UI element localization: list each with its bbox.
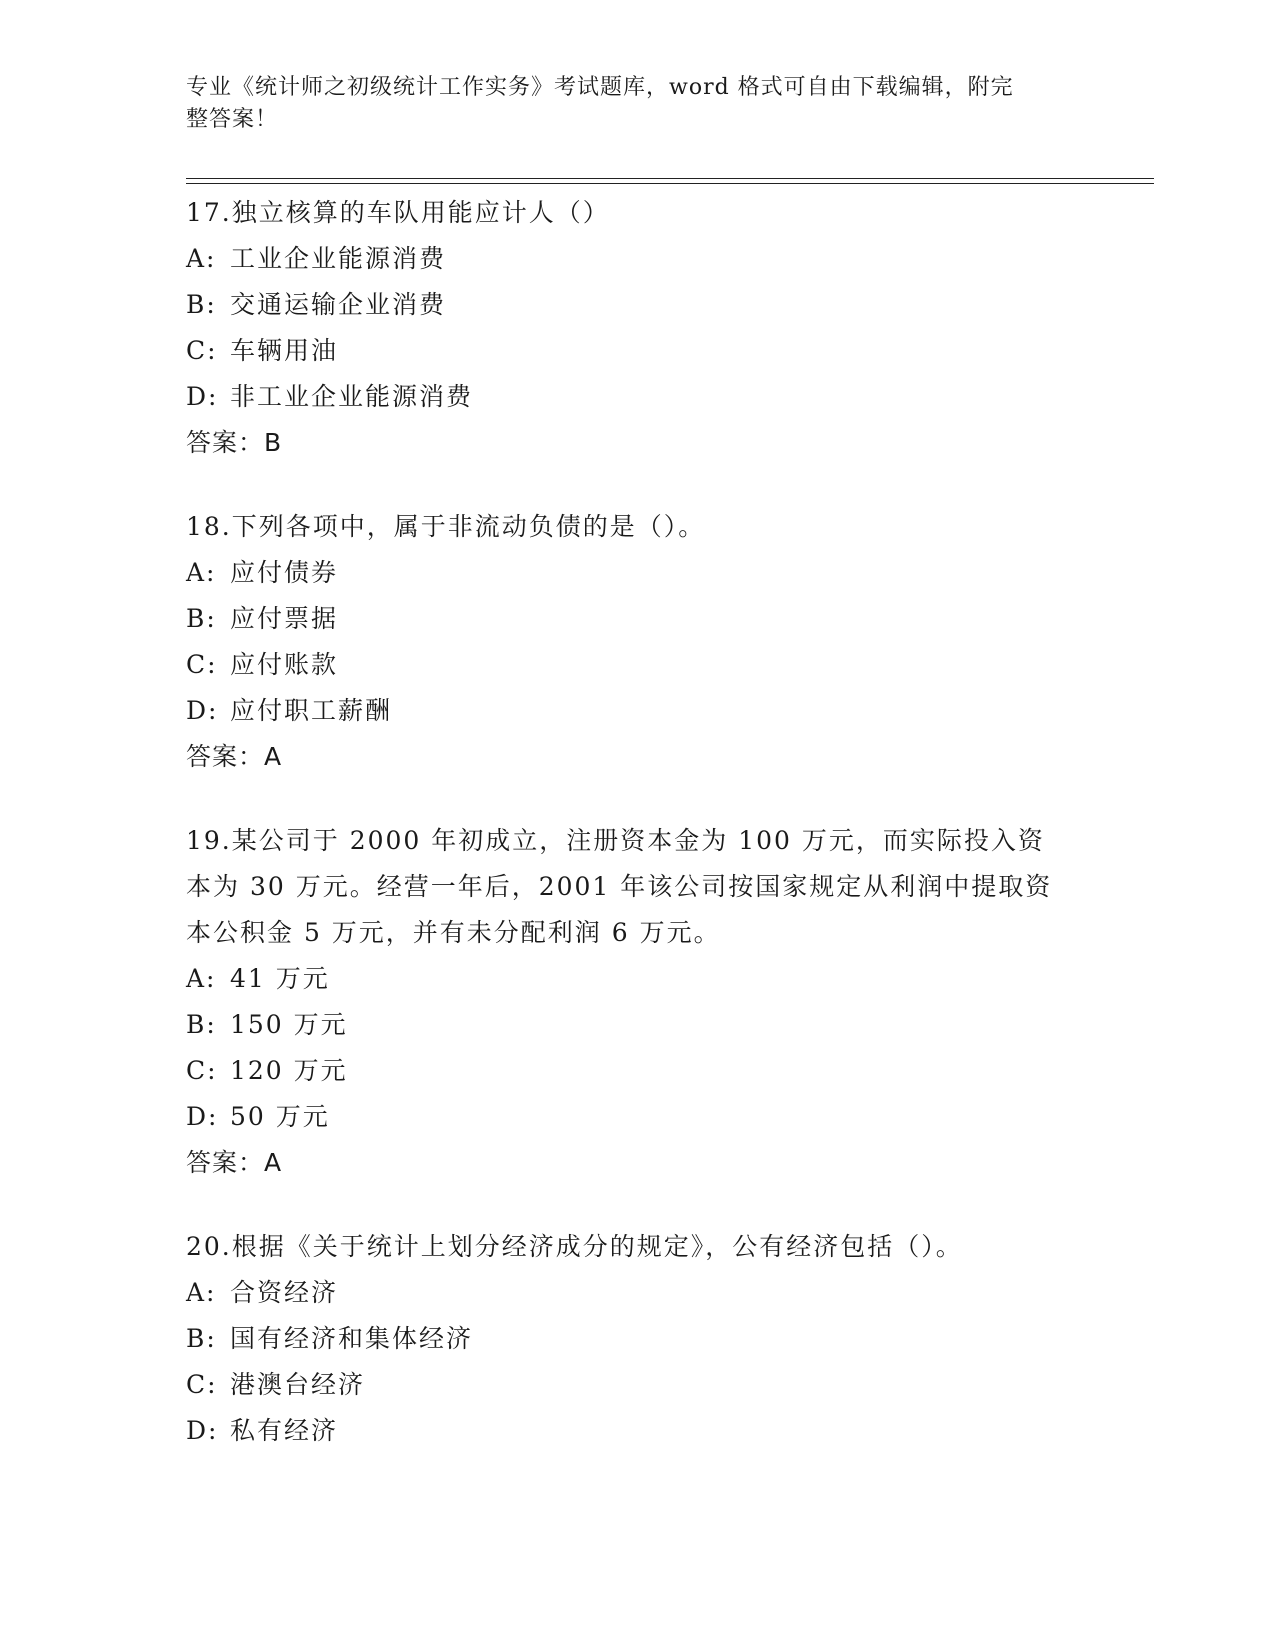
- option-text: 应付票据: [230, 604, 339, 633]
- option-b: [186, 596, 1086, 642]
- option-text: 车辆用油: [230, 336, 339, 365]
- option-key: B:: [186, 290, 217, 319]
- option-key: B:: [186, 604, 217, 633]
- option-text: 合资经济: [230, 1278, 339, 1307]
- question-20: [186, 1224, 1086, 1454]
- question-stem-line: 本公积金 5 万元，并有未分配利润 6 万元。: [186, 918, 721, 947]
- option-key: C:: [186, 336, 218, 365]
- question-stem: 18.下列各项中，属于非流动负债的是（）。: [186, 512, 706, 541]
- option-text: 交通运输企业消费: [230, 290, 447, 319]
- option-text: 120 万元: [230, 1056, 348, 1085]
- option-text: 41 万元: [230, 964, 330, 993]
- option-key: B:: [186, 1324, 217, 1353]
- option-key: D:: [186, 696, 219, 725]
- option-text: 应付账款: [230, 650, 339, 679]
- answer-text: 答案：B: [186, 428, 283, 457]
- option-c: [186, 642, 1086, 688]
- option-a: [186, 550, 1086, 596]
- option-key: D:: [186, 382, 219, 411]
- option-key: A:: [186, 558, 217, 587]
- option-key: A:: [186, 244, 217, 273]
- option-a: [186, 1270, 1086, 1316]
- question-list: [186, 190, 1086, 1492]
- option-text: 私有经济: [230, 1416, 339, 1445]
- option-a: [186, 236, 1086, 282]
- option-text: 工业企业能源消费: [230, 244, 447, 273]
- document-header: [186, 72, 1086, 136]
- question-18: [186, 504, 1086, 780]
- option-key: B:: [186, 1010, 217, 1039]
- option-c: [186, 1048, 1086, 1094]
- option-c: [186, 1362, 1086, 1408]
- option-d: [186, 374, 1086, 420]
- question-stem-line: 19.某公司于 2000 年初成立，注册资本金为 100 万元，而实际投入资: [186, 826, 1045, 855]
- answer-text: 答案：A: [186, 742, 283, 771]
- option-text: 150 万元: [230, 1010, 348, 1039]
- option-d: [186, 1094, 1086, 1140]
- option-key: C:: [186, 650, 218, 679]
- header-divider-bottom: [186, 183, 1154, 184]
- header-divider-top: [186, 178, 1154, 179]
- option-text: 应付债券: [230, 558, 339, 587]
- option-b: [186, 1316, 1086, 1362]
- option-key: A:: [186, 1278, 217, 1307]
- header-line-2: 整答案！: [186, 107, 279, 132]
- option-key: D:: [186, 1416, 219, 1445]
- option-b: [186, 1002, 1086, 1048]
- option-key: A:: [186, 964, 217, 993]
- option-key: C:: [186, 1056, 218, 1085]
- question-stem-line: 本为 30 万元。经营一年后，2001 年该公司按国家规定从利润中提取资: [186, 872, 1053, 901]
- option-d: [186, 1408, 1086, 1454]
- option-a: [186, 956, 1086, 1002]
- option-key: C:: [186, 1370, 218, 1399]
- question-stem: 17.独立核算的车队用能应计人（）: [186, 198, 610, 227]
- option-key: D:: [186, 1102, 219, 1131]
- option-text: 应付职工薪酬: [230, 696, 393, 725]
- option-d: [186, 688, 1086, 734]
- option-text: 非工业企业能源消费: [230, 382, 474, 411]
- option-b: [186, 282, 1086, 328]
- question-17: [186, 190, 1086, 466]
- option-text: 港澳台经济: [230, 1370, 366, 1399]
- header-line-1: 专业《统计师之初级统计工作实务》考试题库，word 格式可自由下载编辑，附完: [186, 75, 1014, 100]
- option-c: [186, 328, 1086, 374]
- question-19: [186, 818, 1086, 1186]
- option-text: 50 万元: [230, 1102, 330, 1131]
- answer-text: 答案：A: [186, 1148, 283, 1177]
- question-stem: 20.根据《关于统计上划分经济成分的规定》，公有经济包括（）。: [186, 1232, 963, 1261]
- option-text: 国有经济和集体经济: [230, 1324, 474, 1353]
